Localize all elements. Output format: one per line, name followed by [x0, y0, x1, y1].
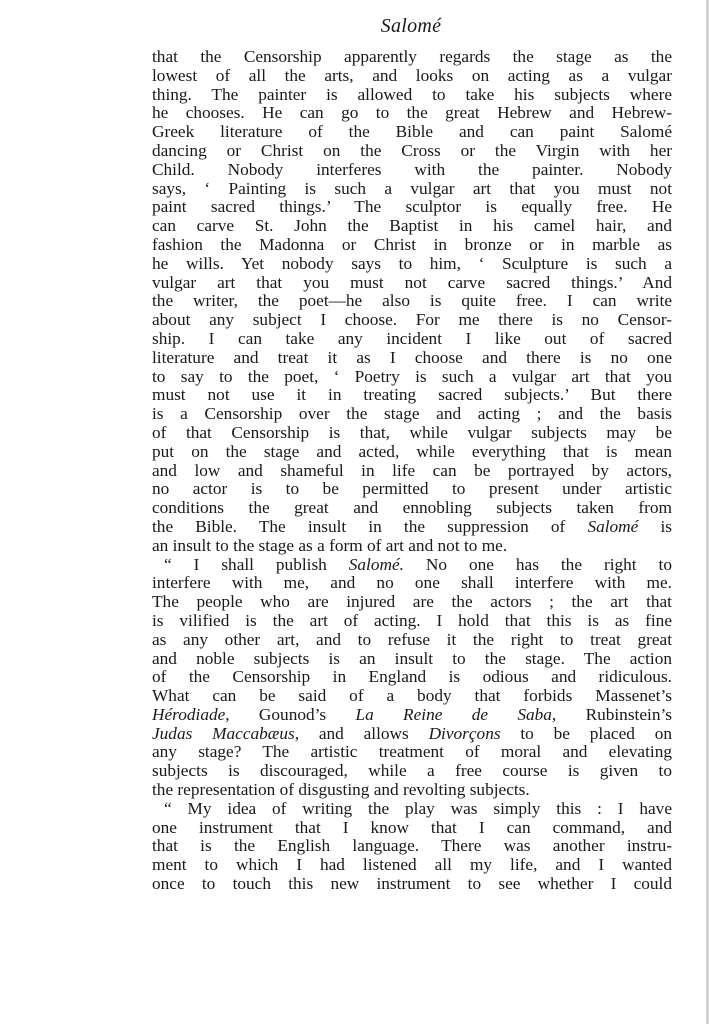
text-line — [152, 518, 672, 537]
text-segment: one instrument that I know that I can command, and — [152, 817, 672, 837]
text-segment: put on the stage and acted, while everything that is mean — [152, 441, 672, 461]
text-segment: no actor is to be permitted to present under artistic — [152, 479, 672, 499]
text-segment: can carve St. John the Baptist in his camel hair, and — [152, 216, 672, 236]
text-line — [152, 349, 672, 368]
text-line — [152, 537, 672, 556]
text-segment: to be placed on — [500, 723, 672, 743]
text-line — [152, 368, 672, 387]
text-line — [152, 612, 672, 631]
italic-title: Divorçons — [428, 723, 501, 743]
text-line — [152, 123, 672, 142]
text-segment: dancing or Christ on the Cross or the Virgin with her — [152, 140, 672, 160]
text-segment: of the Censorship in England is odious and ridiculous. — [152, 667, 672, 687]
text-segment: says, ‘ Painting is such a vulgar art that you must not — [152, 178, 672, 198]
text-segment: Child. Nobody interferes with the painter. Nobody — [152, 159, 672, 179]
text-line — [152, 762, 672, 781]
text-line — [152, 443, 672, 462]
text-line — [152, 725, 672, 744]
text-line — [152, 274, 672, 293]
text-line — [152, 837, 672, 856]
text-line — [152, 67, 672, 86]
text-segment: he wills. Yet nobody says to him, ‘ Sculpture is such a — [152, 253, 672, 273]
text-segment: The people who are injured are the actors ; the art that — [152, 592, 672, 612]
text-segment: that the Censorship apparently regards the stage as the — [152, 47, 672, 66]
text-segment: , Rubinstein’s — [551, 704, 672, 724]
text-line — [152, 706, 672, 725]
text-segment: ship. I can take any incident I like out of sacred — [152, 328, 672, 348]
text-line — [152, 462, 672, 481]
text-segment: as any other art, and to refuse it the right to treat great — [152, 629, 672, 649]
text-segment: that is the English language. There was another instru- — [152, 836, 672, 856]
text-line — [152, 819, 672, 838]
text-line — [152, 311, 672, 330]
text-segment: about any subject I choose. For me there is no Censor- — [152, 310, 672, 330]
text-segment: the Bible. The insult in the suppression of — [152, 516, 588, 536]
text-line — [152, 104, 672, 123]
text-line — [152, 255, 672, 274]
text-segment: subjects is discouraged, while a free course is given to — [152, 761, 672, 781]
text-segment: is a Censorship over the stage and acting ; and the basis — [152, 404, 672, 424]
text-line — [152, 800, 672, 819]
text-segment: vulgar art that you must not carve sacred things.’ And — [152, 272, 672, 292]
body-text — [152, 48, 672, 894]
text-segment: the representation of disgusting and revolting subjects. — [152, 780, 530, 800]
text-segment: he chooses. He can go to the great Hebrew and Hebrew- — [152, 103, 672, 123]
text-segment: “ My idea of writing the play was simply this : I have — [164, 798, 672, 818]
text-line — [152, 650, 672, 669]
text-line — [152, 386, 672, 405]
text-line — [152, 556, 672, 575]
text-line — [152, 48, 672, 67]
text-segment: is — [638, 516, 672, 536]
text-segment: interfere with me, and no one shall interfere with me. — [152, 573, 672, 593]
text-segment: What can be said of a body that forbids Massenet’s — [152, 686, 672, 706]
text-segment: conditions the great and ennobling subjects taken from — [152, 498, 672, 518]
text-segment: once to touch this new instrument to see whether I could — [152, 874, 672, 894]
text-segment: , Gounod’s — [225, 704, 356, 724]
text-segment: paint sacred things.’ The sculptor is equally free. He — [152, 197, 672, 217]
text-line — [152, 236, 672, 255]
text-segment: Greek literature of the Bible and can paint Salomé — [152, 122, 672, 142]
text-segment: fashion the Madonna or Christ in bronze or in marble as — [152, 234, 672, 254]
text-line — [152, 424, 672, 443]
text-line — [152, 217, 672, 236]
running-head: Salomé — [380, 15, 442, 37]
text-segment: , and allows — [294, 723, 429, 743]
text-line — [152, 330, 672, 349]
text-segment: an insult to the stage as a form of art and not to me. — [152, 535, 508, 555]
text-line — [152, 499, 672, 518]
text-line — [152, 593, 672, 612]
text-line — [152, 405, 672, 424]
italic-title: Salomé — [587, 516, 639, 536]
text-line — [152, 631, 672, 650]
text-line — [152, 668, 672, 687]
text-segment: the writer, the poet—he also is quite free. I can write — [152, 291, 672, 311]
text-line — [152, 86, 672, 105]
text-segment: No one has the right to — [403, 554, 672, 574]
text-line — [152, 142, 672, 161]
text-line — [152, 687, 672, 706]
text-segment: lowest of all the arts, and looks on acting as a vulgar — [152, 65, 672, 85]
italic-title: Salomé. — [348, 554, 404, 574]
text-line — [152, 198, 672, 217]
italic-title: Judas Maccabæus — [152, 723, 295, 743]
text-line — [152, 480, 672, 499]
italic-title: Hérodiade — [152, 704, 226, 724]
text-segment: must not use it in treating sacred subjects.’ But there — [152, 385, 672, 405]
text-line — [152, 574, 672, 593]
text-line — [152, 743, 672, 762]
text-segment: to say to the poet, ‘ Poetry is such a vulgar art that you — [152, 366, 672, 386]
text-segment: any stage? The artistic treatment of moral and elevating — [152, 742, 672, 762]
text-segment: ment to which I had listened all my life, and I wanted — [152, 855, 672, 875]
text-line — [152, 161, 672, 180]
text-line — [152, 180, 672, 199]
text-line — [152, 292, 672, 311]
text-segment: “ I shall publish — [164, 554, 349, 574]
text-line — [152, 856, 672, 875]
text-segment: and noble subjects is an insult to the stage. The action — [152, 648, 672, 668]
text-segment: is vilified is the art of acting. I hold that this is as fine — [152, 610, 672, 630]
text-segment: of that Censorship is that, while vulgar subjects may be — [152, 422, 672, 442]
italic-title: La Reine de Saba — [355, 704, 552, 724]
text-line — [152, 875, 672, 894]
text-segment: literature and treat it as I choose and there is no one — [152, 347, 672, 367]
text-segment: and low and shameful in life can be portrayed by actors, — [152, 460, 672, 480]
text-segment: thing. The painter is allowed to take his subjects where — [152, 84, 672, 104]
text-line — [152, 781, 672, 800]
